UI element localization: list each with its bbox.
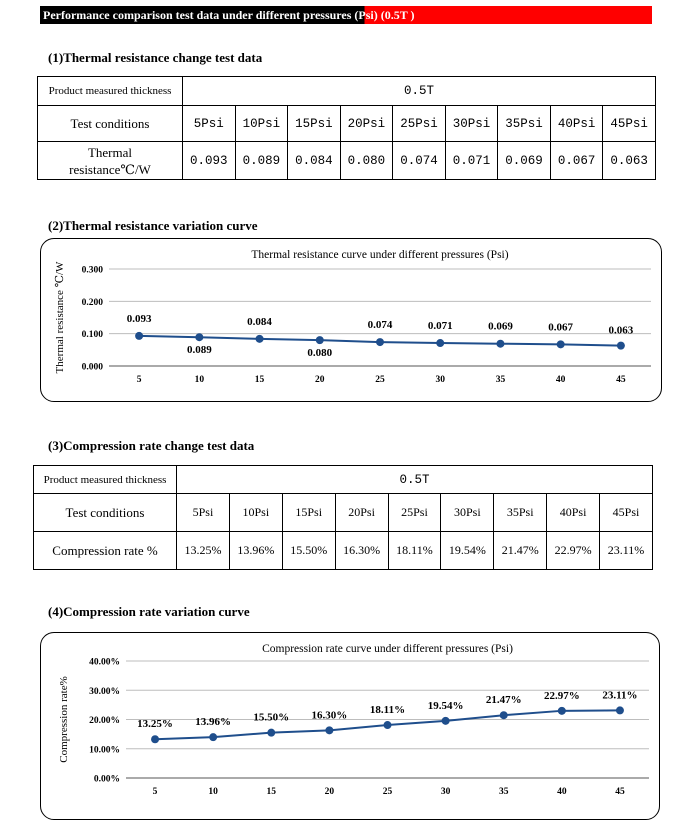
condition-cell: 10Psi [229, 494, 282, 532]
x-tick-label: 25 [382, 787, 393, 797]
condition-cell: 20Psi [335, 494, 388, 532]
table-row [38, 77, 656, 106]
compression-rate-table [33, 465, 653, 570]
y-tick-label: 0.00% [93, 774, 120, 785]
chart-title: Thermal resistance curve under different pressures (Psi) [251, 249, 509, 261]
x-tick-label: 20 [324, 787, 335, 797]
y-axis-label: Thermal resistance ℃/W [54, 261, 66, 374]
data-point [557, 340, 565, 348]
result-cell: 0.089 [235, 142, 288, 180]
result-cell: 13.25% [177, 532, 230, 570]
condition-cell: 5Psi [183, 106, 236, 142]
data-label: 13.96% [195, 716, 232, 729]
result-cell: 15.50% [282, 532, 335, 570]
result-cell: 13.96% [229, 532, 282, 570]
data-point [256, 335, 264, 343]
x-tick-label: 35 [495, 375, 506, 385]
data-label: 0.071 [427, 320, 453, 333]
thickness-label: Product measured thickness [34, 466, 177, 494]
data-point [325, 726, 333, 734]
x-tick-label: 20 [315, 375, 325, 385]
data-point [496, 340, 504, 348]
condition-cell: 15Psi [288, 106, 341, 142]
data-label: 0.074 [367, 319, 393, 332]
thickness-label: Product measured thickness [38, 77, 183, 106]
data-point [558, 707, 566, 715]
data-point [151, 735, 159, 743]
data-point [316, 336, 324, 344]
conditions-label: Test conditions [38, 106, 183, 142]
data-label: 0.080 [307, 347, 333, 360]
result-label: Compression rate % [34, 532, 177, 570]
result-cell: 23.11% [600, 532, 653, 570]
y-tick-label: 20.00% [89, 716, 120, 726]
condition-cell: 25Psi [388, 494, 441, 532]
result-label [38, 142, 183, 180]
data-label: 0.063 [608, 324, 634, 337]
condition-cell: 45Psi [603, 106, 656, 142]
y-tick-label: 0.000 [81, 362, 103, 373]
thermal-resistance-chart [41, 239, 661, 401]
table-row [34, 466, 653, 494]
result-label-line1: Thermal [87, 144, 133, 160]
condition-cell: 20Psi [340, 106, 393, 142]
condition-cell: 45Psi [600, 494, 653, 532]
data-point [616, 706, 624, 714]
condition-cell: 35Psi [494, 494, 547, 532]
y-tick-label: 0.100 [81, 330, 103, 341]
data-point [617, 342, 625, 350]
data-label: 19.54% [427, 699, 464, 712]
data-point [442, 717, 450, 725]
result-cell: 21.47% [494, 532, 547, 570]
result-cell: 0.071 [445, 142, 498, 180]
result-cell: 0.067 [550, 142, 603, 180]
data-label: 0.067 [548, 321, 574, 334]
result-cell: 19.54% [441, 532, 494, 570]
document-header-bar [40, 6, 652, 24]
data-point [436, 339, 444, 347]
data-label: 0.084 [247, 315, 272, 328]
condition-cell: 30Psi [445, 106, 498, 142]
result-cell: 18.11% [388, 532, 441, 570]
table-row [38, 142, 656, 180]
condition-cell: 30Psi [441, 494, 494, 532]
condition-cell: 10Psi [235, 106, 288, 142]
data-point [500, 711, 508, 719]
compression-rate-chart-box [40, 632, 660, 820]
data-label: 16.30% [311, 709, 348, 722]
data-point [267, 729, 275, 737]
x-tick-label: 30 [440, 787, 451, 797]
y-tick-label: 40.00% [89, 657, 120, 668]
condition-cell: 35Psi [498, 106, 551, 142]
condition-cell: 25Psi [393, 106, 446, 142]
x-tick-label: 45 [615, 787, 625, 797]
thickness-value: 0.5T [183, 77, 656, 106]
result-cell: 0.080 [340, 142, 393, 180]
data-label: 23.11% [602, 689, 638, 702]
x-tick-label: 15 [266, 787, 277, 797]
table-row [34, 532, 653, 570]
table-row [34, 494, 653, 532]
data-label: 15.50% [253, 711, 290, 724]
data-label: 13.25% [137, 718, 173, 731]
thermal-resistance-chart-box [40, 238, 662, 402]
x-tick-label: 45 [616, 375, 626, 385]
chart-title: Compression rate curve under different pressures (Psi) [262, 643, 513, 655]
x-tick-label: 10 [194, 375, 205, 385]
y-tick-label: 10.00% [89, 745, 120, 756]
result-label-line2: resistance℃/W [69, 161, 151, 177]
result-cell: 22.97% [547, 532, 600, 570]
section-4-title: (4)Compression rate variation curve [48, 604, 250, 619]
result-cell: 0.084 [288, 142, 341, 180]
x-tick-label: 5 [152, 787, 158, 797]
section-3-title: (3)Compression rate change test data [48, 438, 255, 453]
result-cell: 16.30% [335, 532, 388, 570]
x-tick-label: 35 [498, 787, 509, 797]
result-cell: 0.063 [603, 142, 656, 180]
data-label: 21.47% [485, 694, 522, 707]
data-point [135, 332, 143, 340]
condition-cell: 40Psi [550, 106, 603, 142]
document-title: Performance comparison test data under different pressures (Psi) (0.5T ) [43, 7, 415, 22]
result-cell: 0.093 [183, 142, 236, 180]
condition-cell: 15Psi [282, 494, 335, 532]
compression-rate-chart [41, 633, 659, 819]
thickness-value: 0.5T [177, 466, 653, 494]
data-label: 0.069 [488, 320, 513, 333]
section-2-title: (2)Thermal resistance variation curve [48, 218, 258, 233]
y-tick-label: 0.200 [81, 297, 103, 308]
data-point [384, 721, 392, 729]
y-axis-label: Compression rate% [58, 676, 70, 763]
x-tick-label: 40 [555, 375, 566, 385]
condition-cell: 40Psi [547, 494, 600, 532]
x-tick-label: 30 [435, 375, 445, 385]
table-row [38, 106, 656, 142]
thermal-resistance-table [37, 76, 656, 180]
x-tick-label: 10 [208, 787, 218, 797]
result-cell: 0.069 [498, 142, 551, 180]
result-cell: 0.074 [393, 142, 446, 180]
data-label: 18.11% [369, 704, 406, 717]
data-point [209, 733, 217, 741]
conditions-label: Test conditions [34, 494, 177, 532]
x-tick-label: 5 [136, 375, 142, 385]
data-point [376, 338, 384, 346]
data-point [195, 333, 203, 341]
data-label: 0.093 [126, 312, 152, 325]
section-1-title: (1)Thermal resistance change test data [48, 50, 263, 65]
data-label: 22.97% [543, 689, 580, 702]
y-tick-label: 0.300 [81, 265, 103, 276]
x-tick-label: 15 [254, 375, 265, 385]
x-tick-label: 40 [557, 787, 567, 797]
data-label: 0.089 [186, 344, 212, 357]
x-tick-label: 25 [375, 375, 385, 385]
condition-cell: 5Psi [177, 494, 230, 532]
y-tick-label: 30.00% [89, 686, 120, 697]
